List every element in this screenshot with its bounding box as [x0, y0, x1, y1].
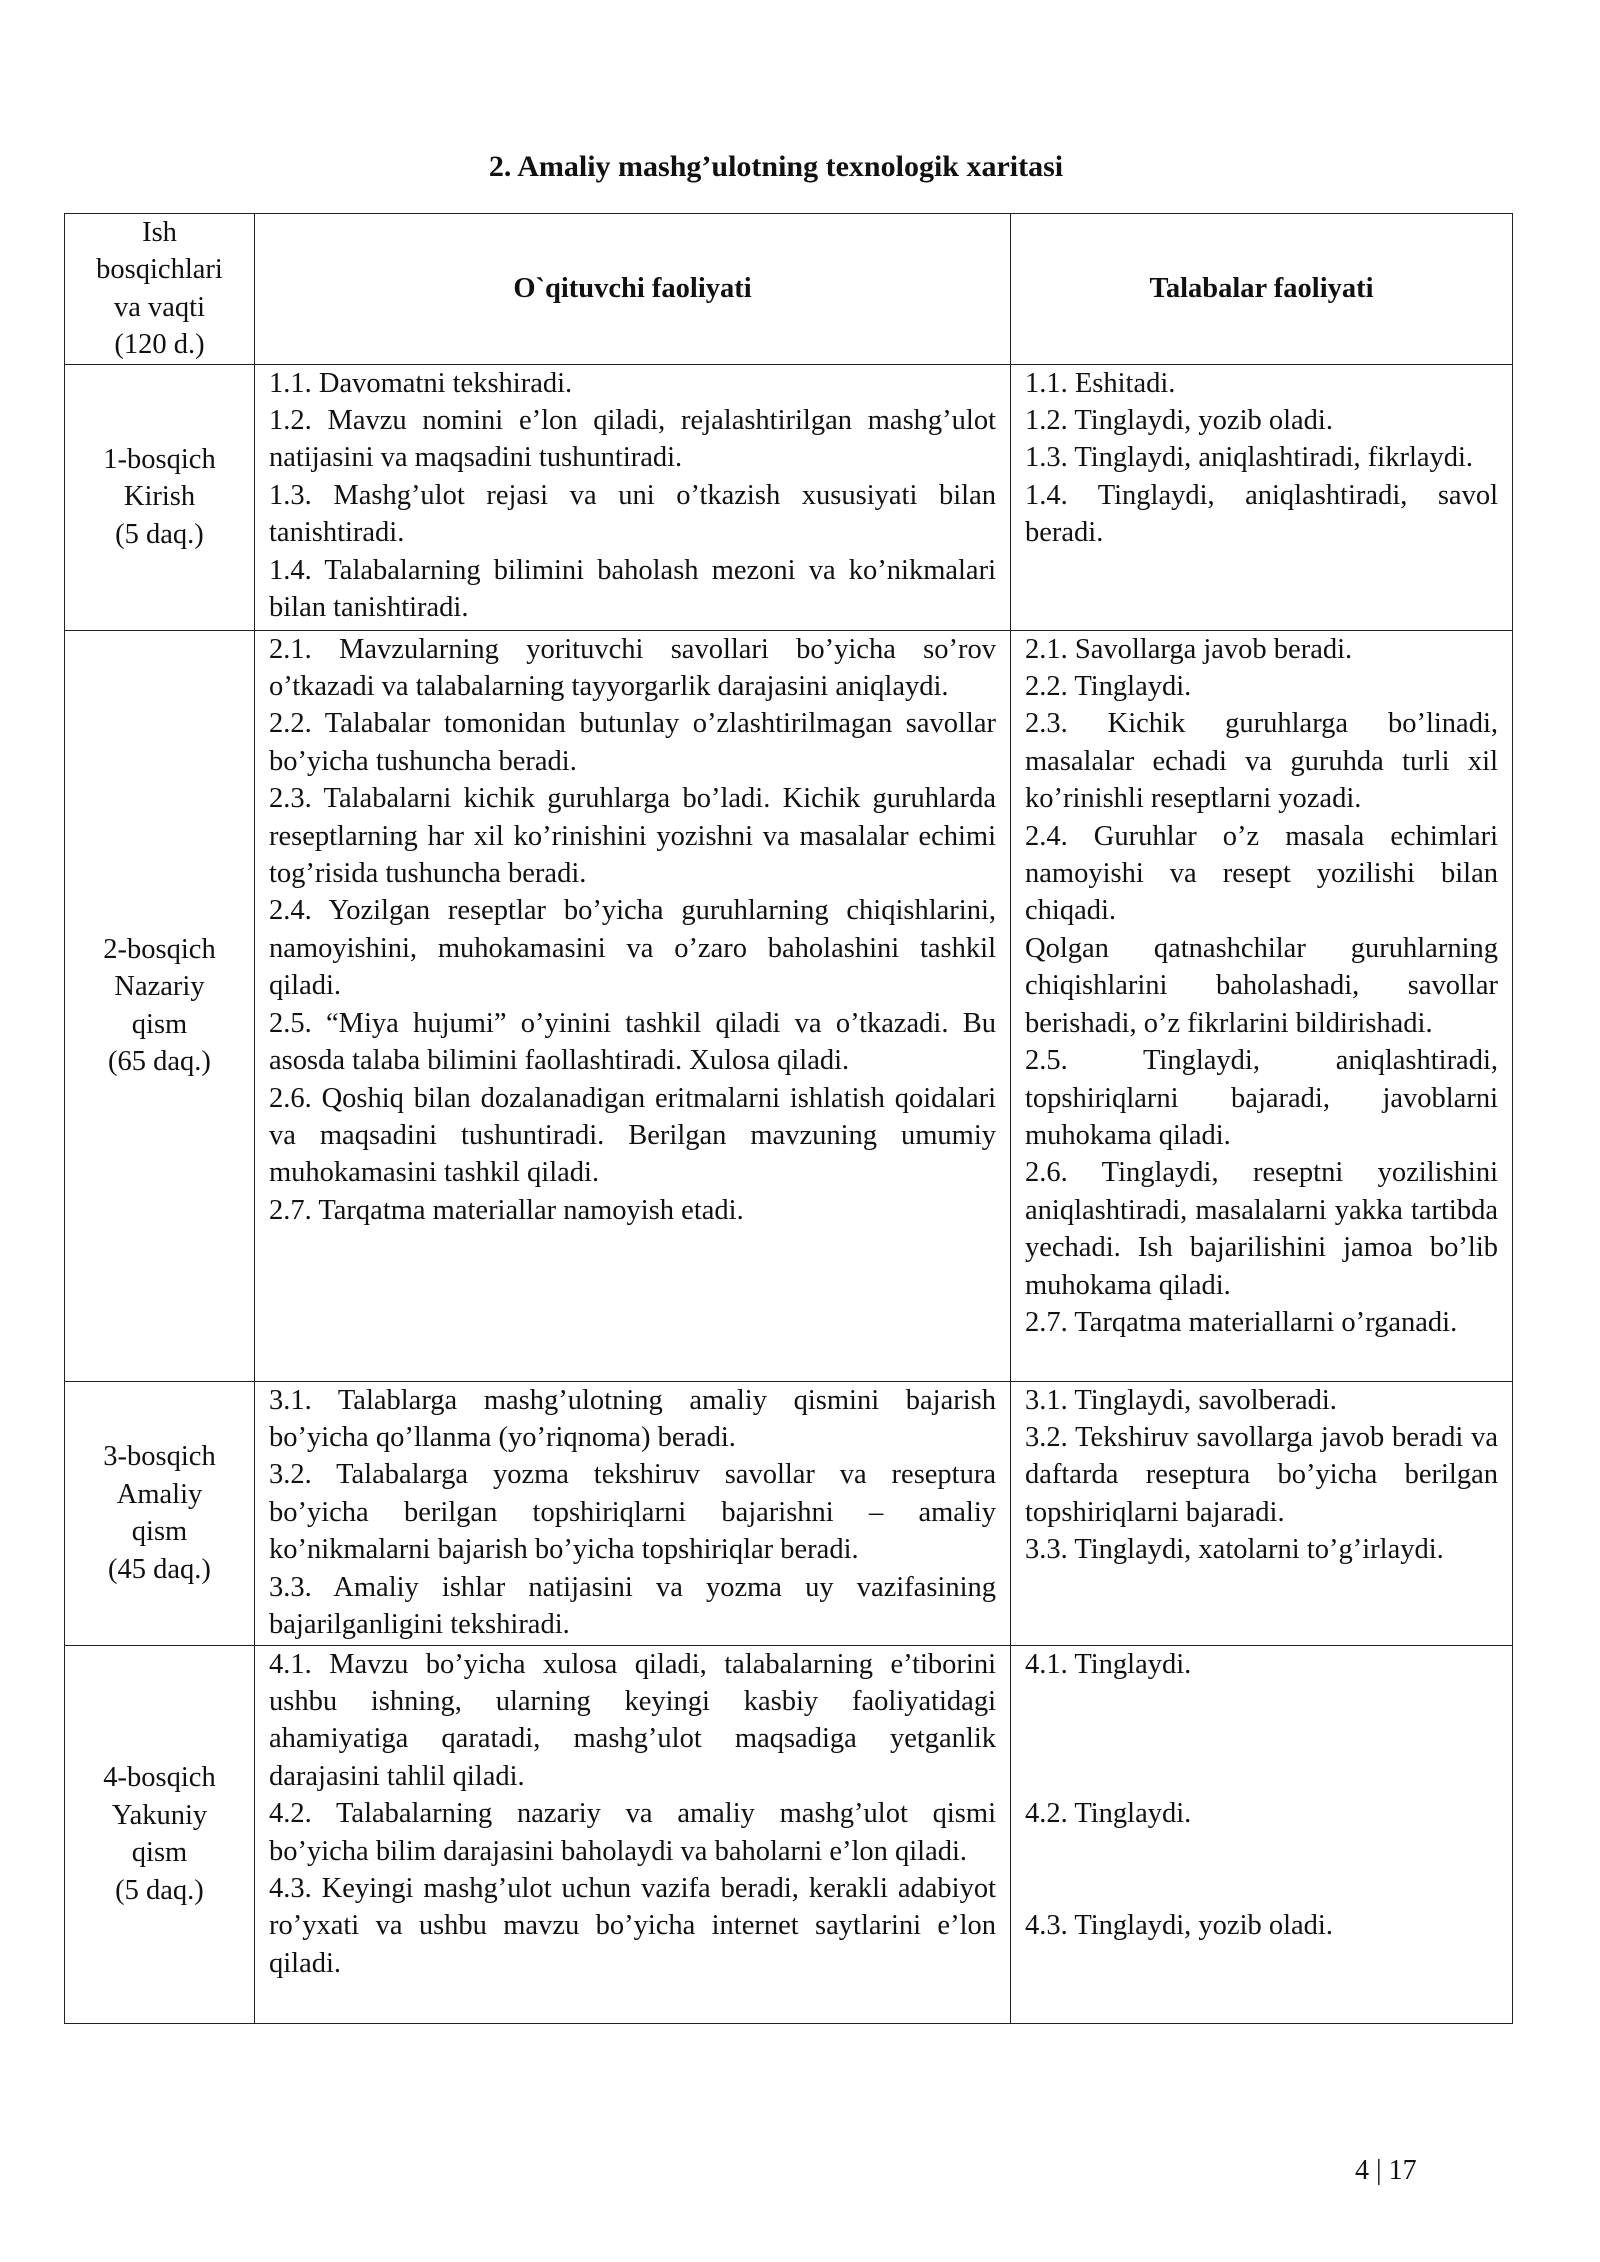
list-item: 1.1. Davomatni tekshiradi. — [269, 367, 573, 399]
teacher-cell — [255, 364, 1011, 630]
teacher-cell — [255, 1645, 1011, 2023]
list-item: 2.1. Savollarga javob beradi. — [1025, 633, 1353, 665]
list-item: 1.3. Mashg’ulot rejasi va uni o’tkazish xususiyati bilan tanishtiradi. — [269, 479, 996, 549]
list-item: 1.2. Mavzu nomini e’lon qiladi, rejalashtirilgan mashg’ulot natijasini va maqsadini tushuntiradi. — [269, 405, 996, 474]
list-item: 3.3. Amaliy ishlar natijasini va yozma uy vazifasining bajarilganligini tekshiradi. — [269, 1571, 996, 1641]
list-item: 2.4. Yozilgan reseptlar bo’yicha guruhlarning chiqishlarini, namoyishini, muhokamasini va o’zaro baholashini tashkil qiladi. — [269, 895, 996, 1002]
list-item: Qolgan qatnashchilar guruhlarning chiqishlarini baholashadi, savollar berishadi, o’z fikrlarini bildirishadi. — [1025, 932, 1498, 1039]
list-item: 2.2. Talabalar tomonidan butunlay o’zlashtirilmagan savollar bo’yicha tushuncha beradi. — [269, 708, 996, 777]
list-item: 4.1. Tinglaydi. — [1025, 1648, 1192, 1680]
technology-map-table — [64, 213, 1513, 2024]
stage-cell: 2-bosqich Nazariy qism (65 daq.) — [65, 630, 255, 1381]
list-item: 2.6. Qoshiq bilan dozalanadigan eritmalarni ishlatish qoidalari va maqsadini tushuntiradi. Berilgan mavzuning umumiy muhokamasini tashkil qiladi. — [269, 1082, 996, 1189]
table-header-row — [65, 214, 1513, 365]
stage-cell: 1-bosqich Kirish (5 daq.) — [65, 364, 255, 630]
list-item: 2.3. Talabalarni kichik guruhlarga bo’ladi. Kichik guruhlarda reseptlarning har xil ko’rinishini yozishni va masalalar echimi tog’risida tushuncha beradi. — [269, 783, 996, 890]
list-item: 3.3. Tinglaydi, xatolarni to’g’irlaydi. — [1025, 1534, 1444, 1566]
list-item: 1.1. Eshitadi. — [1025, 367, 1176, 399]
list-item: 1.3. Tinglaydi, aniqlashtiradi, fikrlaydi. — [1025, 442, 1474, 474]
list-item: 1.4. Talabalarning bilimini baholash mezoni va ko’nikmalari bilan tanishtiradi. — [269, 554, 996, 624]
page-number: 4 | 17 — [1355, 2155, 1417, 2186]
list-item: 4.2. Talabalarning nazariy va amaliy mashg’ulot qismi bo’yicha bilim darajasini baholaydi va baholarni e’lon qiladi. — [269, 1798, 996, 1867]
list-item: 2.7. Tarqatma materiallar namoyish etadi. — [269, 1194, 744, 1226]
header-students: Talabalar faoliyati — [1011, 214, 1513, 365]
teacher-cell — [255, 1381, 1011, 1645]
list-item: 3.1. Talablarga mashg’ulotning amaliy qismini bajarish bo’yicha qo’llanma (yo’riqnoma) beradi. — [269, 1384, 996, 1454]
stage-cell: 3-bosqich Amaliy qism (45 daq.) — [65, 1381, 255, 1645]
list-item: 1.2. Tinglaydi, yozib oladi. — [1025, 405, 1333, 437]
list-item: 2.7. Tarqatma materiallarni o’rganadi. — [1025, 1306, 1458, 1338]
list-item: 2.3. Kichik guruhlarga bo’linadi, masalalar echadi va guruhda turli xil ko’rinishli reseptlarni yozadi. — [1025, 708, 1498, 815]
list-item: 1.4. Tinglaydi, aniqlashtiradi, savol beradi. — [1025, 479, 1498, 549]
list-item: 4.3. Keyingi mashg’ulot uchun vazifa beradi, kerakli adabiyot ro’yxati va ushbu mavzu bo’yicha internet saytlarini e’lon qiladi. — [269, 1873, 996, 1979]
table-row — [65, 630, 1513, 1381]
list-item: 2.4. Guruhlar o’z masala echimlari namoyishi va resept yozilishi bilan chiqadi. — [1025, 820, 1498, 927]
list-item: 4.2. Tinglaydi. — [1025, 1798, 1192, 1830]
list-item: 2.1. Mavzularning yorituvchi savollari bo’yicha so’rov o’tkazadi va talabalarning tayyorgarlik darajasini aniqlaydi. — [269, 633, 996, 703]
table-row — [65, 364, 1513, 630]
teacher-cell — [255, 630, 1011, 1381]
list-item: 2.5. “Miya hujumi” o’yinini tashkil qiladi va o’tkazadi. Bu asosda talaba bilimini faollashtiradi. Xulosa qiladi. — [269, 1007, 996, 1077]
list-item: 2.2. Tinglaydi. — [1025, 671, 1192, 703]
header-teacher: O`qituvchi faoliyati — [255, 214, 1011, 365]
list-item: 4.1. Mavzu bo’yicha xulosa qiladi, talabalarning e’tiborini ushbu ishning, ularning keyingi kasbiy faoliyatidagi ahamiyatiga qaratadi, mashg’ulot maqsadiga yetganlik darajasini tahlil qiladi. — [269, 1648, 996, 1792]
list-item: 2.6. Tinglaydi, reseptni yozilishini aniqlashtiradi, masalalarni yakka tartibda yechadi. Ish bajarilishini jamoa bo’lib muhokama qiladi. — [1025, 1157, 1498, 1301]
list-item: 4.3. Tinglaydi, yozib oladi. — [1025, 1910, 1333, 1942]
students-cell — [1011, 630, 1513, 1381]
table-row — [65, 1645, 1513, 2023]
list-item: 3.2. Tekshiruv savollarga javob beradi va daftarda reseptura bo’yicha berilgan topshiriqlarni bajaradi. — [1025, 1422, 1498, 1528]
table-row — [65, 1381, 1513, 1645]
list-item: 3.1. Tinglaydi, savolberadi. — [1025, 1384, 1337, 1416]
header-stage: Ish bosqichlari va vaqti (120 d.) — [65, 214, 255, 365]
list-item: 2.5. Tinglaydi, aniqlashtiradi, topshiriqlarni bajaradi, javoblarni muhokama qiladi. — [1025, 1045, 1498, 1151]
list-item: 3.2. Talabalarga yozma tekshiruv savollar va reseptura bo’yicha berilgan topshiriqlarni bajarishni – amaliy ko’nikmalarni bajarish bo’yicha topshiriqlar beradi. — [269, 1459, 996, 1566]
page-title: 2. Amaliy mashg’ulotning texnologik xaritasi — [488, 150, 1064, 183]
students-cell — [1011, 1381, 1513, 1645]
stage-cell: 4-bosqich Yakuniy qism (5 daq.) — [65, 1645, 255, 2023]
students-cell — [1011, 364, 1513, 630]
students-cell — [1011, 1645, 1513, 2023]
